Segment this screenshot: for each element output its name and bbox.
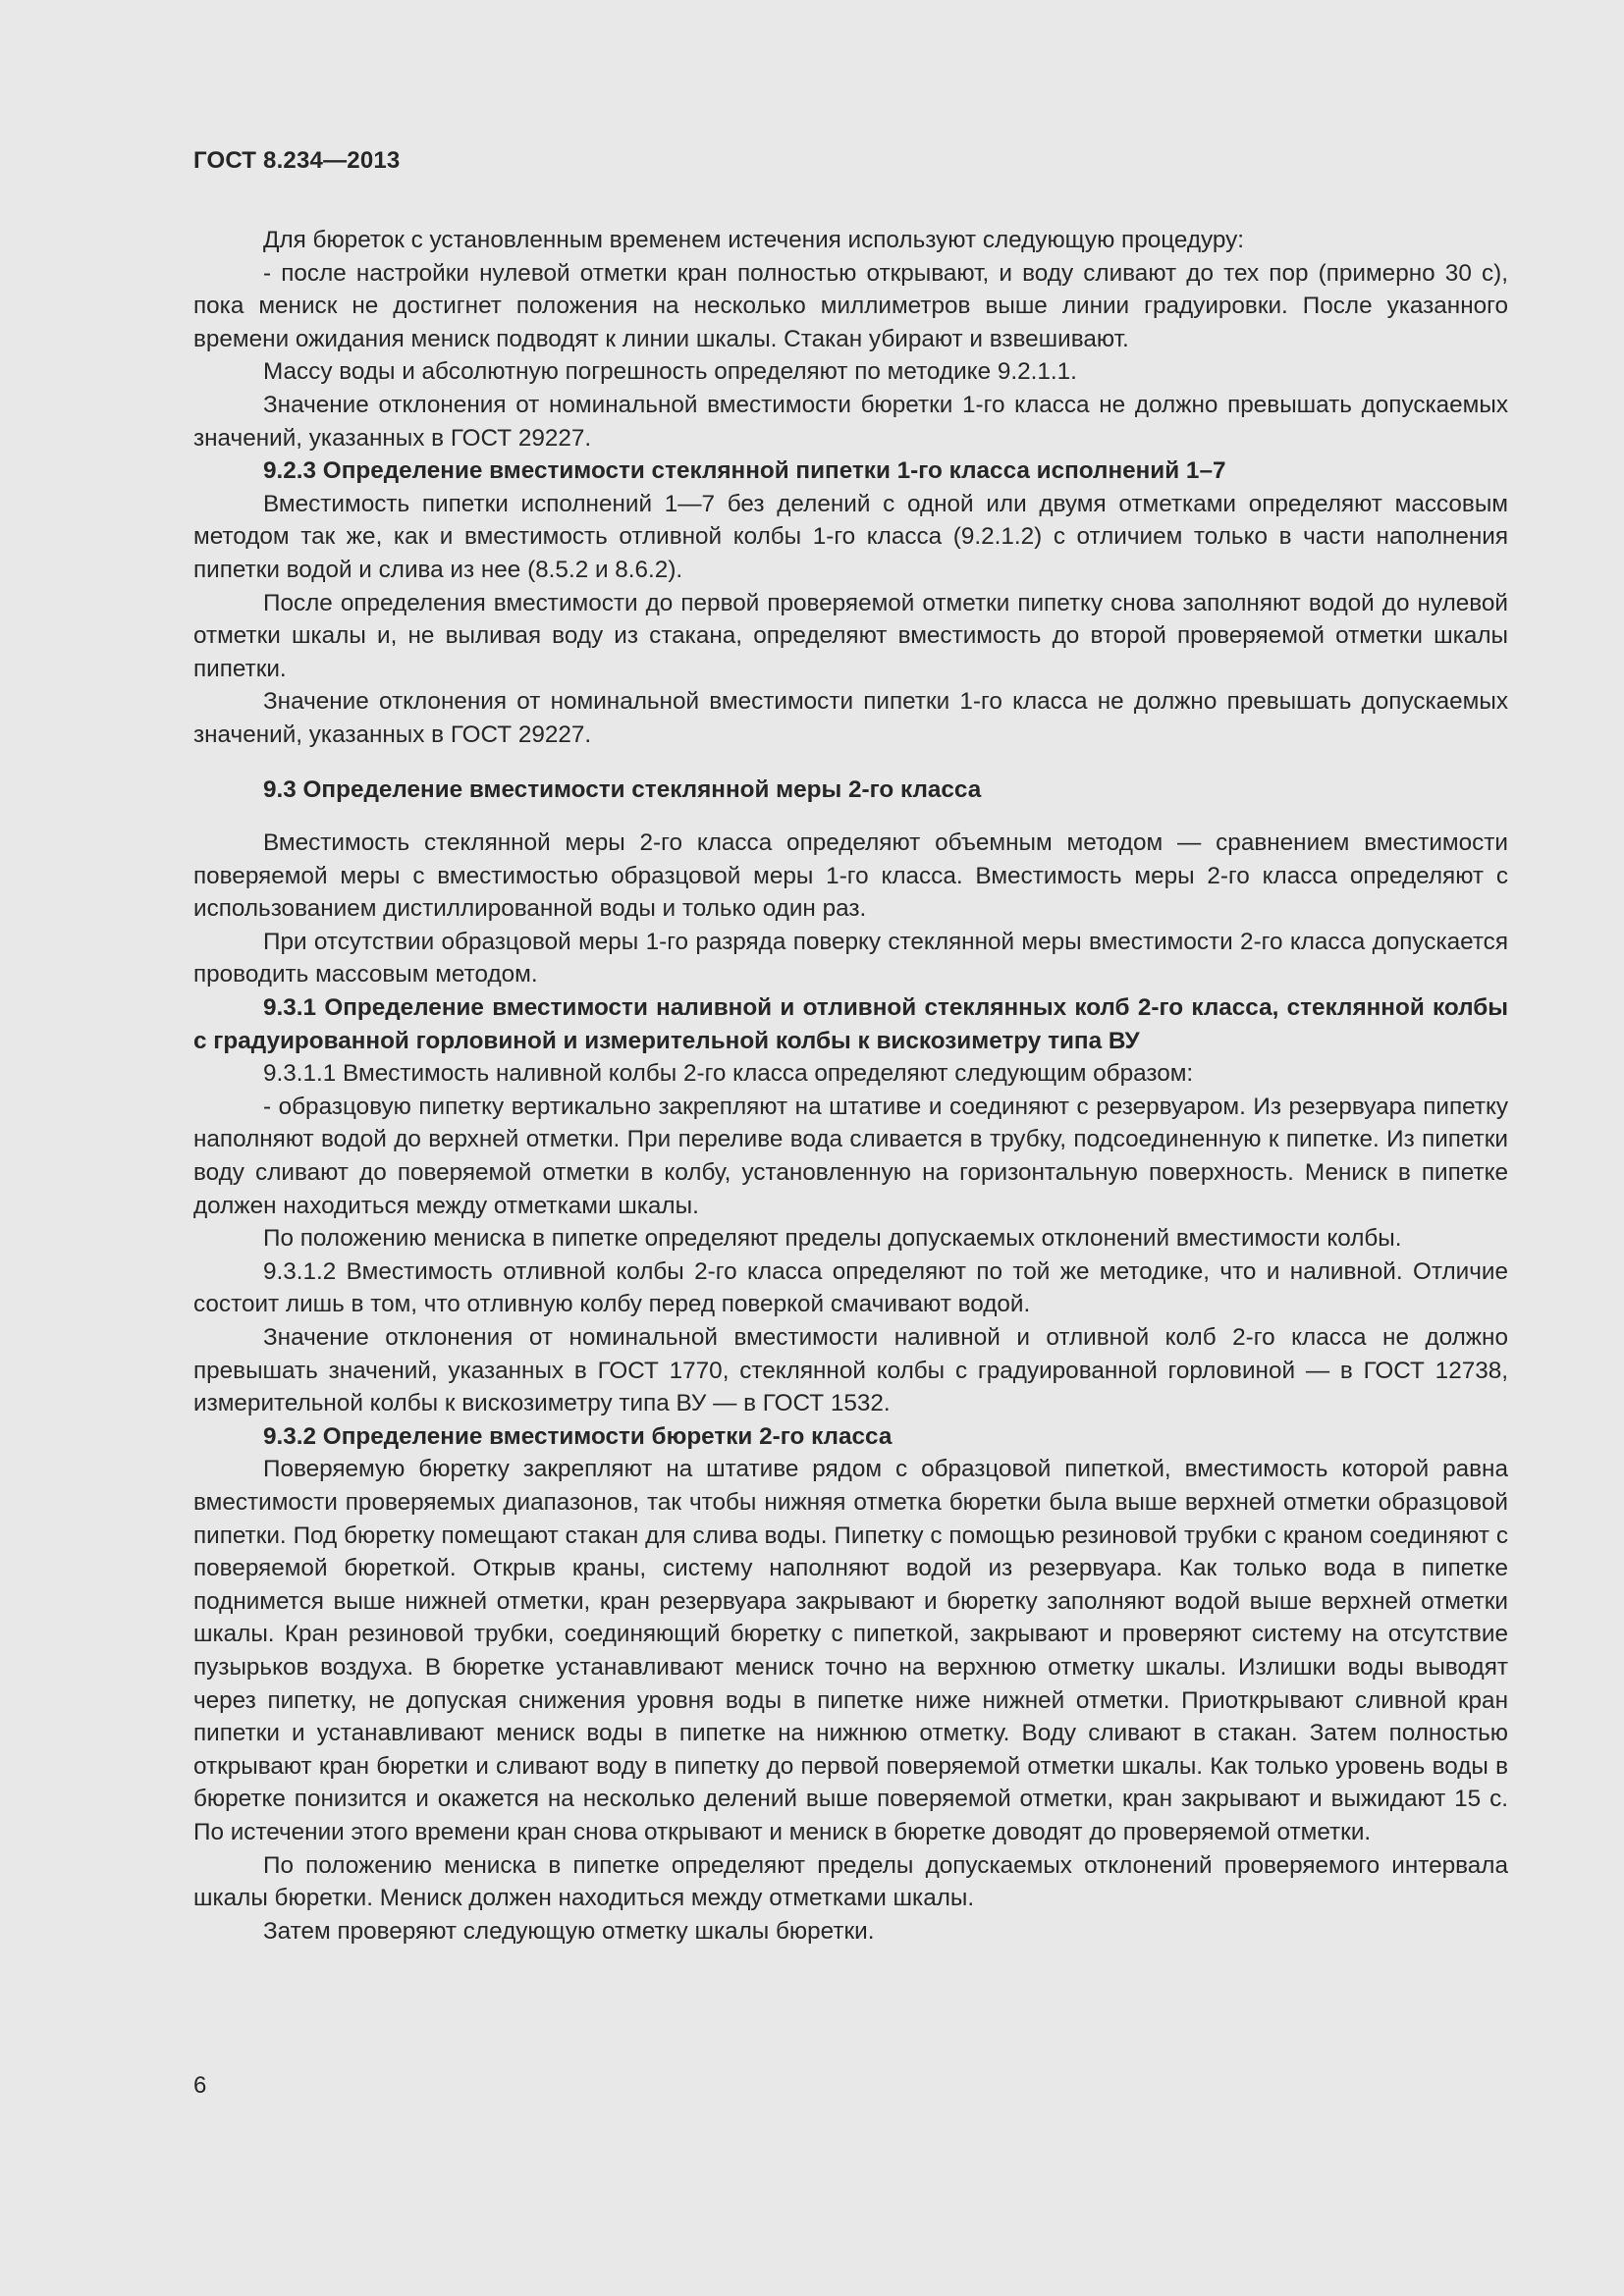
paragraph: При отсутствии образцовой меры 1-го разряда поверку стеклянной меры вместимости 2-го класса допускается проводить массовым методом. — [193, 928, 1508, 988]
paragraph: Массу воды и абсолютную погрешность определяют по методике 9.2.1.1. — [263, 358, 1077, 386]
document-body — [193, 224, 1508, 1948]
page-number: 6 — [193, 2072, 207, 2099]
paragraph: Значение отклонения от номинальной вместимости пипетки 1-го класса не должно превышать допускаемых значений, указанных в ГОСТ 29227. — [193, 688, 1508, 748]
paragraph: Вместимость пипетки исполнений 1—7 без делений с одной или двумя отметками определяют массовым методом так же, как и вместимость отливной колбы 1-го класса (9.2.1.2) с отличием только в части наполнения пипетки водой и слива из нее (8.5.2 и 8.6.2). — [193, 490, 1508, 583]
document-header: ГОСТ 8.234—2013 — [193, 147, 401, 174]
subsection-heading: 9.3.2 Определение вместимости бюретки 2-го класса — [263, 1422, 893, 1450]
paragraph: По положению мениска в пипетке определяют пределы допускаемых отклонений проверяемого интервала шкалы бюретки. Мениск должен находиться между отметками шкалы. — [193, 1851, 1508, 1912]
paragraph: Затем проверяют следующую отметку шкалы бюретки. — [263, 1917, 875, 1945]
list-item: - после настройки нулевой отметки кран полностью открывают, и воду сливают до тех пор (примерно 30 с), пока мениск не достигнет положения на несколько миллиметров выше линии градуировки. После указанного времени ожидания мениск подводят к линии шкалы. Стакан убирают и взвешивают. — [193, 259, 1508, 352]
paragraph: Вместимость стеклянной меры 2-го класса определяют объемным методом — сравнением вместимости поверяемой меры с вместимостью образцовой меры 1-го класса. Вместимость меры 2-го класса определяют с использованием дистиллированной воды и только один раз. — [193, 829, 1508, 923]
paragraph: 9.3.1.1 Вместимость наливной колбы 2-го класса определяют следующим образом: — [263, 1060, 1194, 1088]
paragraph: Поверяемую бюретку закрепляют на штативе рядом с образцовой пипеткой, вместимость которой равна вместимости проверяемых диапазонов, так чтобы нижняя отметка бюретки была выше верхней отметки образцовой пипетки. Под бюретку помещают стакан для слива воды. Пипетку с помощью резиновой трубки с краном соединяют с поверяемой бюреткой. Открыв краны, систему наполняют водой из резервуара. Как только вода в пипетке поднимется выше нижней отметки, кран резервуара закрывают и бюретку заполняют водой выше верхней отметки шкалы. Кран резиновой трубки, соединяющий бюретку с пипеткой, закрывают и проверяют систему на отсутствие пузырьков воздуха. В бюретке устанавливают мениск точно на верхнюю отметку шкалы. Излишки воды выводят через пипетку, не допуская снижения уровня воды в пипетке ниже нижней отметки. Приоткрывают сливной кран пипетки и устанавливают мениск воды в пипетке на нижнюю отметку. Воду сливают в стакан. Затем полностью открывают кран бюретки и сливают воду в пипетку до первой поверяемой отметки шкалы. Как только уровень воды в бюретке понизится и окажется на несколько делений выше поверяемой отметки, кран закрывают и выжидают 15 с. По истечении этого времени кран снова открывают и мениск в бюретке доводят до проверяемой отметки. — [193, 1456, 1508, 1845]
paragraph: 9.3.1.2 Вместимость отливной колбы 2-го класса определяют по той же методике, что и наливной. Отличие состоит лишь в том, что отливную колбу перед поверкой смачивают водой. — [193, 1257, 1508, 1318]
list-item: - образцовую пипетку вертикально закрепляют на штативе и соединяют с резервуаром. Из резервуара пипетку наполняют водой до верхней отметки. При переливе вода сливается в трубку, подсоединенную к пипетке. Из пипетки воду сливают до поверяемой отметки в колбу, установленную на горизонтальную поверхность. Мениск в пипетке должен находиться между отметками шкалы. — [193, 1093, 1508, 1219]
subsection-heading: 9.3.1 Определение вместимости наливной и отливной стеклянных колб 2-го класса, стеклянной колбы с градуированной горловиной и измерительной колбы к вискозиметру типа ВУ — [193, 994, 1508, 1054]
paragraph: После определения вместимости до первой проверяемой отметки пипетку снова заполняют водой до нулевой отметки шкалы и, не выливая воду из стакана, определяют вместимость до второй проверяемой отметки шкалы пипетки. — [193, 589, 1508, 682]
paragraph: Значение отклонения от номинальной вместимости наливной и отливной колб 2-го класса не должно превышать значений, указанных в ГОСТ 1770, стеклянной колбы с градуированной горловиной — в ГОСТ 12738, измерительной колбы к вискозиметру типа ВУ — в ГОСТ 1532. — [193, 1324, 1508, 1417]
paragraph: Значение отклонения от номинальной вместимости бюретки 1-го класса не должно превышать допускаемых значений, указанных в ГОСТ 29227. — [193, 391, 1508, 452]
section-heading: 9.3 Определение вместимости стеклянной меры 2-го класса — [263, 775, 982, 803]
paragraph: Для бюреток с установленным временем истечения используют следующую процедуру: — [263, 227, 1245, 253]
subsection-heading: 9.2.3 Определение вместимости стеклянной пипетки 1-го класса исполнений 1–7 — [263, 457, 1226, 485]
paragraph: По положению мениска в пипетке определяют пределы допускаемых отклонений вместимости колбы. — [263, 1225, 1402, 1253]
